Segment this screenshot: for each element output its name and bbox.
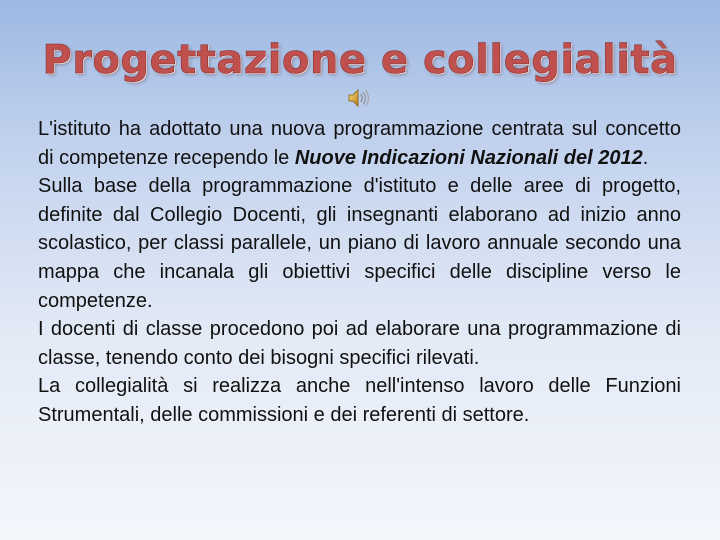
paragraph-punctuation: . [642, 146, 649, 169]
slide-title: Progettazione e collegialità [42, 37, 678, 83]
paragraph-text: L'istituto ha adottato una nuova programmazione centrata sul concetto di competenze recependo le [38, 118, 681, 169]
paragraph-docenti: I docenti di classe procedono poi ad elaborare una programmazione di classe, tenendo conto dei bisogni specifici rilevati. [38, 318, 681, 369]
speaker-icon-graphic [347, 88, 371, 108]
emphasis-text: Nuove Indicazioni Nazionali del 2012 [294, 146, 643, 169]
paragraph-collegialita: La collegialità si realizza anche nell'intenso lavoro delle Funzioni Strumentali, delle commissioni e dei referenti di settore. [38, 375, 681, 426]
paragraph-programmazione: Sulla base della programmazione d'istituto e delle aree di progetto, definite dal Collegio Docenti, gli insegnanti elaborano ad inizio anno scolastico, per classi parallele, un piano di lavoro annuale secondo una mappa che incanala gli obiettivi specifici delle discipline verso le competenze. [38, 175, 681, 312]
paragraph-indicazioni [38, 115, 681, 172]
slide-body [38, 115, 681, 430]
speaker-icon[interactable] [347, 88, 371, 108]
